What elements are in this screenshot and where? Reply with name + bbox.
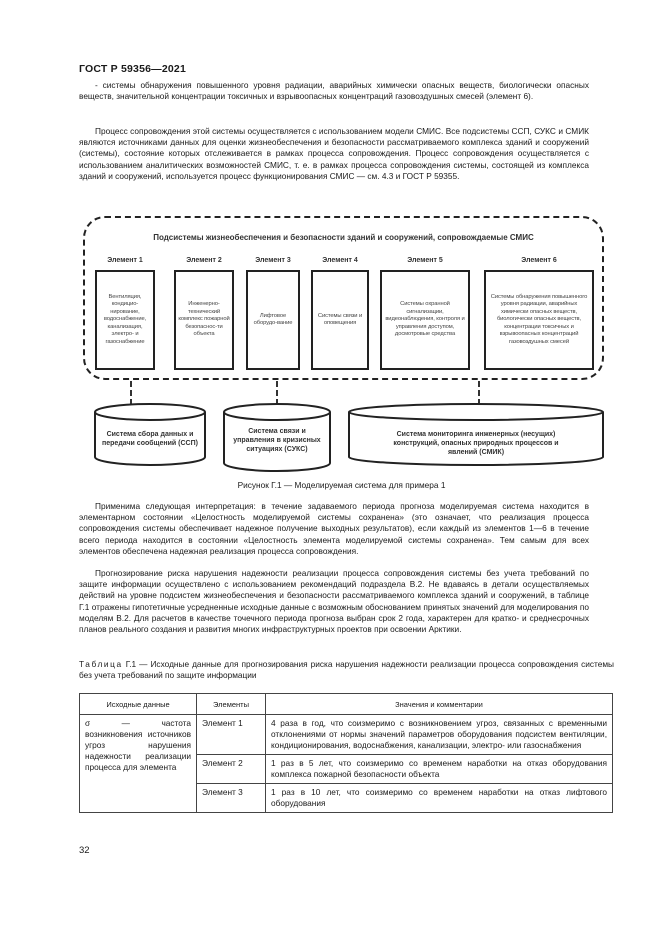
- cylinder-ssp: [93, 403, 207, 467]
- cylinder-suks-text: Система связи и управления в кризисных ситуациях (СУКС): [233, 428, 321, 453]
- element-2-box: [174, 270, 234, 370]
- figure-title: Подсистемы жизнеобеспечения и безопасности зданий и сооружений, сопровождаемые СМИС: [153, 233, 534, 242]
- table-header-row: [80, 694, 613, 715]
- table-element-cell: Элемент 1: [197, 715, 266, 755]
- table-value-cell: 1 раз в 5 лет, что соизмеримо со временем наработки на отказ оборудования комплекса пожарной безопасности объекта: [266, 755, 613, 784]
- paragraph-interpretation: Применима следующая интерпретация: в течение задаваемого периода прогноза моделируемая система находится в элементарном состоянии «Целостность моделируемой системы сохранена» (это означает, что реализация процесса сопровождения системы обеспечивает надежное получение выходных результатов), если каждый из элементов 1—6 в течение всего периода находится в состоянии «Целостность элемента моделируемой системы сохранена». Тем самым для всех элементов обеспечена надежная реализация процесса сопровождения.: [79, 501, 589, 556]
- table-caption: [79, 659, 614, 681]
- element-4-box: [311, 270, 369, 370]
- table-header-cell: Элементы: [197, 694, 266, 715]
- paragraph-process-description: Процесс сопровождения этой системы осуществляется с использованием модели СМИС. Все подсистемы ССП, СУКС и СМИК являются источниками данных для оценки жизнеобеспечения и безопасности рассматриваемого комплекса зданий и сооружений (системы), состояние которых отслеживается в рамках процесса сопровождения. Процесс сопровождения осуществляется с использованием аналитических возможностей СМИС, т. е. в рамках процесса сопровождения системы, состоящей из комплекса зданий и сооружений, используется процесс функционирования СМИС — см. 4.3 и ГОСТ Р 59355.: [79, 126, 589, 181]
- element-6-box: [484, 270, 594, 370]
- element-1-box: [95, 270, 155, 370]
- element-3-text: Лифтовое оборудо-вание: [253, 312, 293, 326]
- cylinder-suks: [222, 403, 332, 473]
- table-value-cell: 1 раз в 10 лет, что соизмеримо со временем наработки на отказ лифтового оборудования: [266, 784, 613, 813]
- element-3-label: Элемент 3: [255, 257, 291, 264]
- element-1-label: Элемент 1: [107, 257, 143, 264]
- table-caption-prefix: Таблица: [79, 659, 123, 669]
- element-2-label: Элемент 2: [186, 257, 222, 264]
- table-caption-text: Г.1 — Исходные данные для прогнозирования риска нарушения надежности реализации процесса сопровождения системы без учета требований по защите информации: [79, 659, 614, 681]
- connector-center: [276, 381, 278, 405]
- element-4-label: Элемент 4: [322, 257, 358, 264]
- table-value-cell: 4 раза в год, что соизмеримо с возникновением угроз, связанных с временными отклонениями от нормы значений параметров оборудования подсистем вентиляции, кондиционирования, водоснабжения, канализации, электро- или газоснабжения: [266, 715, 613, 755]
- figure-caption: Рисунок Г.1 — Моделируемая система для примера 1: [237, 480, 446, 490]
- element-6-label: Элемент 6: [521, 257, 557, 264]
- table-row: [80, 715, 613, 755]
- page-number: 32: [79, 845, 90, 856]
- connector-left: [130, 381, 132, 405]
- table-element-cell: Элемент 3: [197, 784, 266, 813]
- cylinder-ssp-text: Система сбора данных и передачи сообщений (ССП): [102, 431, 198, 447]
- element-2-text: Инженерно-технический комплекс пожарной безопаснос-ти объекта: [178, 301, 230, 338]
- element-5-box: [380, 270, 470, 370]
- document-header: ГОСТ Р 59356—2021: [79, 63, 187, 75]
- table-header-cell: Исходные данные: [80, 694, 197, 715]
- cylinder-smik-text: Система мониторинга инженерных (несущих) конструкций, опасных природных процессов и явлений (СМИК): [393, 431, 559, 456]
- element-1-text: Вентиляция, кондицио-нирование, водоснабжение, канализация, электро- и газоснабжение: [103, 294, 147, 345]
- table-element-cell: Элемент 2: [197, 755, 266, 784]
- table-param-cell: σ — частота возникновения источников угроз нарушения надежности реализации процесса для элемента: [80, 715, 197, 813]
- element-4-text: Системы связи и оповещения: [317, 312, 363, 326]
- element-3-box: [246, 270, 300, 370]
- paragraph-elements-list: - системы обнаружения повышенного уровня радиации, аварийных химически опасных веществ, биологически опасных веществ, значительной концентрации токсичных и взрывоопасных концентраций газовоздушных смесей (элемент 6).: [79, 80, 589, 102]
- paragraph-forecasting: Прогнозирование риска нарушения надежности реализации процесса сопровождения системы без учета требований по защите информации осуществлено с использованием рекомендаций подраздела В.2. Не вдаваясь в детали осуществляемых действий на уровне подсистем жизнеобеспечения и безопасности рассматриваемого комплекса зданий и сооружений, в таблице Г.1 отражены гипотетичные усредненные исходные данные с возможным обоснованием принятых значений для моделирования по моделям В.2. Для расчетов в качестве точечного периода прогноза выбран срок 2 года, характерен для кратко- и среднесрочных планов реального создания и развития многих инфраструктурных проектов при освоении Арктики.: [79, 568, 589, 635]
- element-5-text: Системы охранной сигнализации, видеонаблюдения, контроля и управления доступом, досмотровые средства: [385, 301, 465, 338]
- element-6-text: Системы обнаружения повышенного уровня радиации, аварийных химически опасных веществ, биологически опасных веществ, концентрации токсичных и взрывоопасных концентраций газовоздушных смесей: [490, 294, 588, 345]
- element-5-label: Элемент 5: [407, 257, 443, 264]
- connector-right: [478, 381, 480, 405]
- initial-data-table: [79, 693, 613, 813]
- table-header-cell: Значения и комментарии: [266, 694, 613, 715]
- cylinder-smik: [347, 403, 605, 467]
